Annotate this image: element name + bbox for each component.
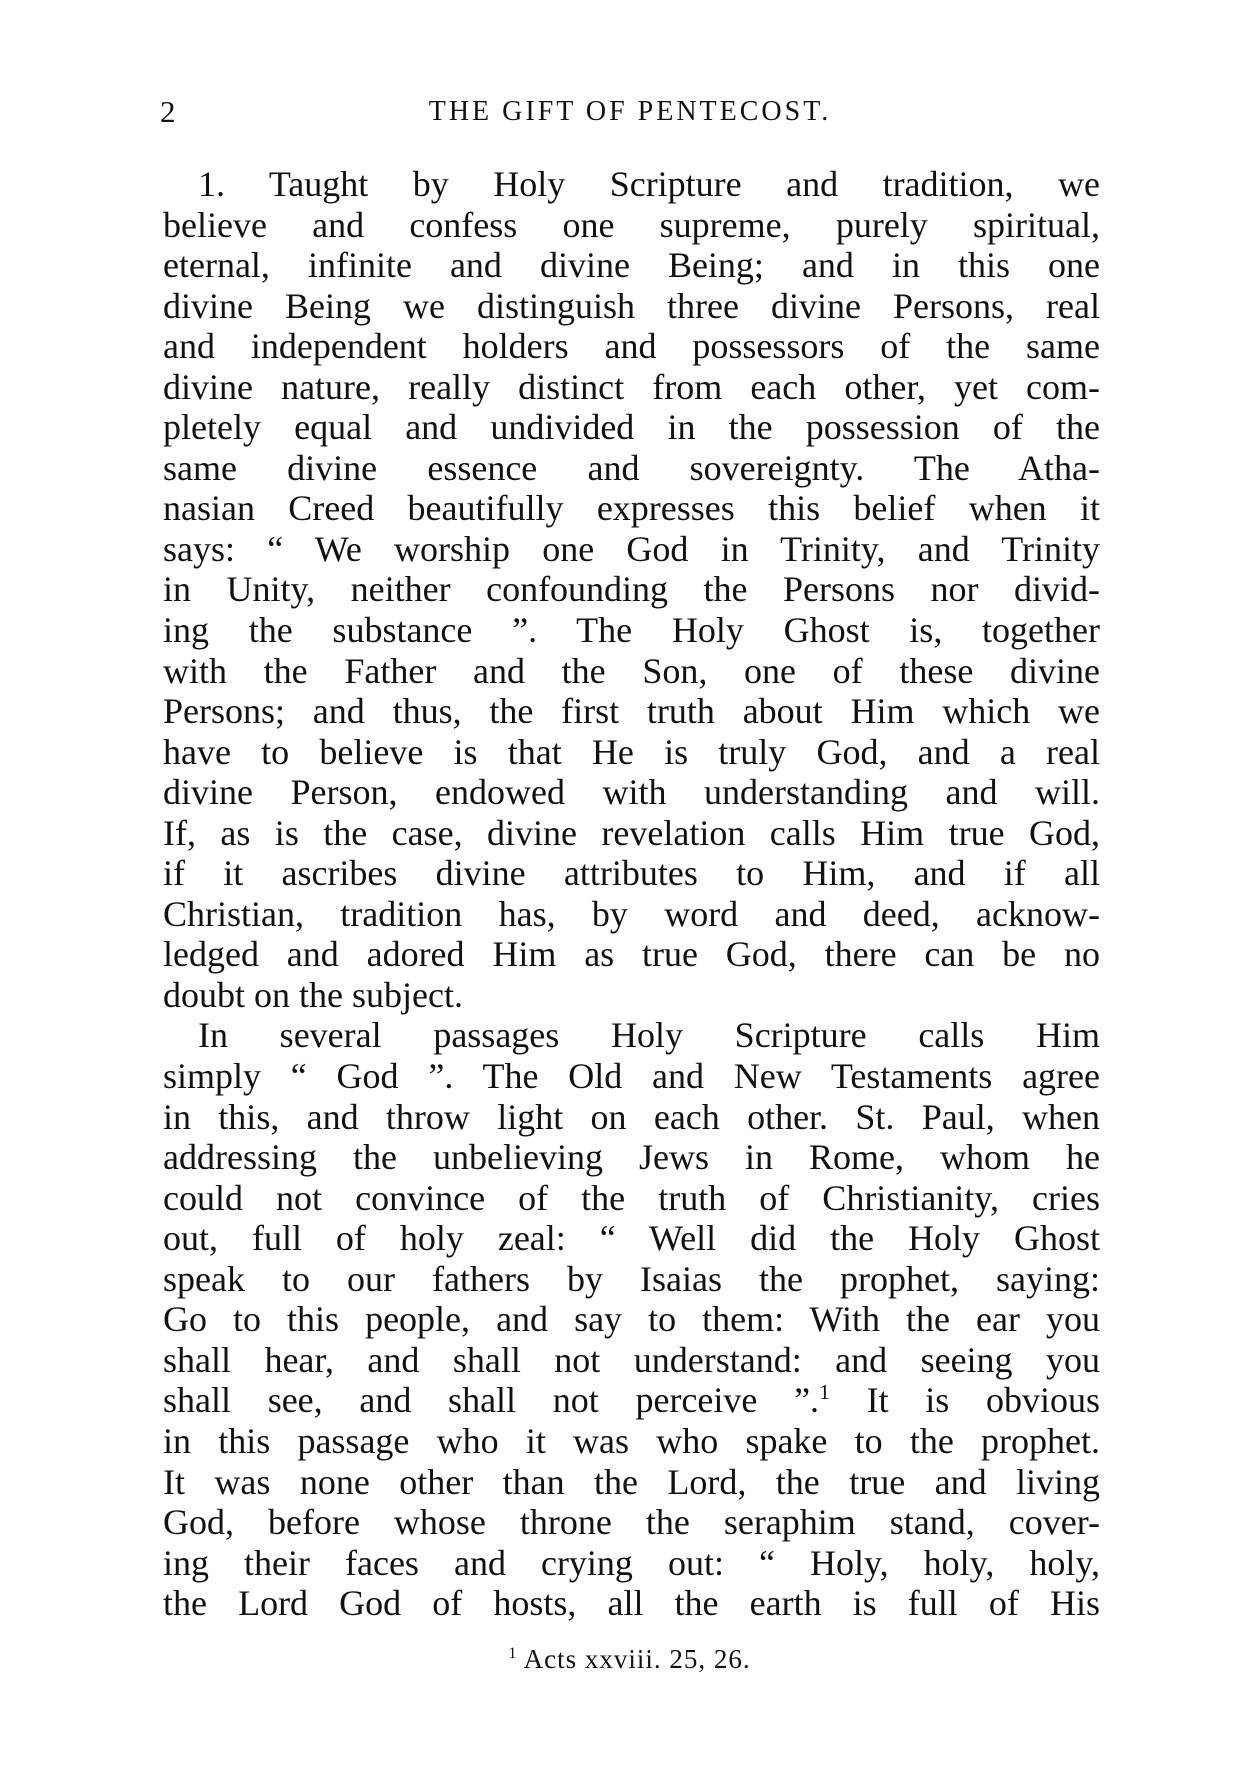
text-line: the Lord God of hosts, all the earth is full of His <box>163 1583 1100 1624</box>
text-line: Persons; and thus, the first truth about Him which we <box>163 691 1100 732</box>
text-line: 1. Taught by Holy Scripture and tradition, we <box>198 164 1100 204</box>
text-segment: shall see, and shall not perceive ”. <box>163 1380 820 1421</box>
text-line-with-footnote <box>163 1380 1100 1421</box>
text-line: nasian Creed beautifully expresses this belief when it <box>163 488 1100 529</box>
text-line: God, before whose throne the seraphim stand, cover- <box>163 1502 1100 1543</box>
text-line: addressing the unbelieving Jews in Rome, whom he <box>163 1137 1100 1178</box>
text-line: Christian, tradition has, by word and deed, acknow- <box>163 893 1100 934</box>
text-line: If, as is the case, divine revelation calls Him true God, <box>163 812 1100 853</box>
text-line: Go to this people, and say to them: With the ear you <box>163 1299 1100 1340</box>
text-line: divine Being we distinguish three divine Persons, real <box>163 285 1100 326</box>
body-text <box>163 164 1100 1624</box>
text-line: It was none other than the Lord, the true and living <box>163 1461 1100 1502</box>
text-line: in this, and throw light on each other. St. Paul, when <box>163 1096 1100 1137</box>
text-line: divine Person, endowed with understanding and will. <box>163 772 1100 813</box>
text-line: could not convince of the truth of Christianity, cries <box>163 1177 1100 1218</box>
text-line: divine nature, really distinct from each other, yet com- <box>163 366 1100 407</box>
text-line: out, full of holy zeal: “ Well did the Holy Ghost <box>163 1218 1100 1259</box>
text-line: same divine essence and sovereignty. The Atha- <box>163 447 1100 488</box>
text-line: doubt on the subject. <box>163 974 463 1015</box>
text-line: in this passage who it was who spake to the prophet. <box>163 1420 1100 1461</box>
text-line: says: “ We worship one God in Trinity, and Trinity <box>163 528 1100 569</box>
text-line: and independent holders and possessors of the same <box>163 326 1100 367</box>
page-header <box>160 92 1100 132</box>
text-segment: It is obvious <box>866 1380 1100 1421</box>
text-line: pletely equal and undivided in the possession of the <box>163 407 1100 448</box>
running-title: THE GIFT OF PENTECOST. <box>428 96 832 127</box>
text-line: ledged and adored Him as true God, there can be no <box>163 934 1100 975</box>
text-line: ing the substance ”. The Holy Ghost is, together <box>163 610 1100 651</box>
footnote-marker: 1 <box>819 1380 830 1405</box>
footnote-text: Acts xxviii. 25, 26. <box>523 1644 751 1674</box>
text-line: ing their faces and crying out: “ Holy, holy, holy, <box>163 1542 1100 1583</box>
text-line: speak to our fathers by Isaias the prophet, saying: <box>163 1258 1100 1299</box>
footnote-marker: 1 <box>508 1644 518 1662</box>
text-line: in Unity, neither confounding the Persons nor divid- <box>163 569 1100 610</box>
text-line: if it ascribes divine attributes to Him, and if all <box>163 853 1100 894</box>
text-line: have to believe is that He is truly God, and a real <box>163 731 1100 772</box>
text-line: In several passages Holy Scripture calls Him <box>198 1015 1100 1056</box>
footnote <box>0 1642 1259 1676</box>
text-line: believe and confess one supreme, purely spiritual, <box>163 204 1100 245</box>
text-line: simply “ God ”. The Old and New Testaments agree <box>163 1056 1100 1097</box>
text-line: shall hear, and shall not understand: and seeing you <box>163 1339 1100 1380</box>
text-line: with the Father and the Son, one of these divine <box>163 650 1100 691</box>
page-number: 2 <box>160 94 176 129</box>
text-line: eternal, infinite and divine Being; and in this one <box>163 245 1100 286</box>
